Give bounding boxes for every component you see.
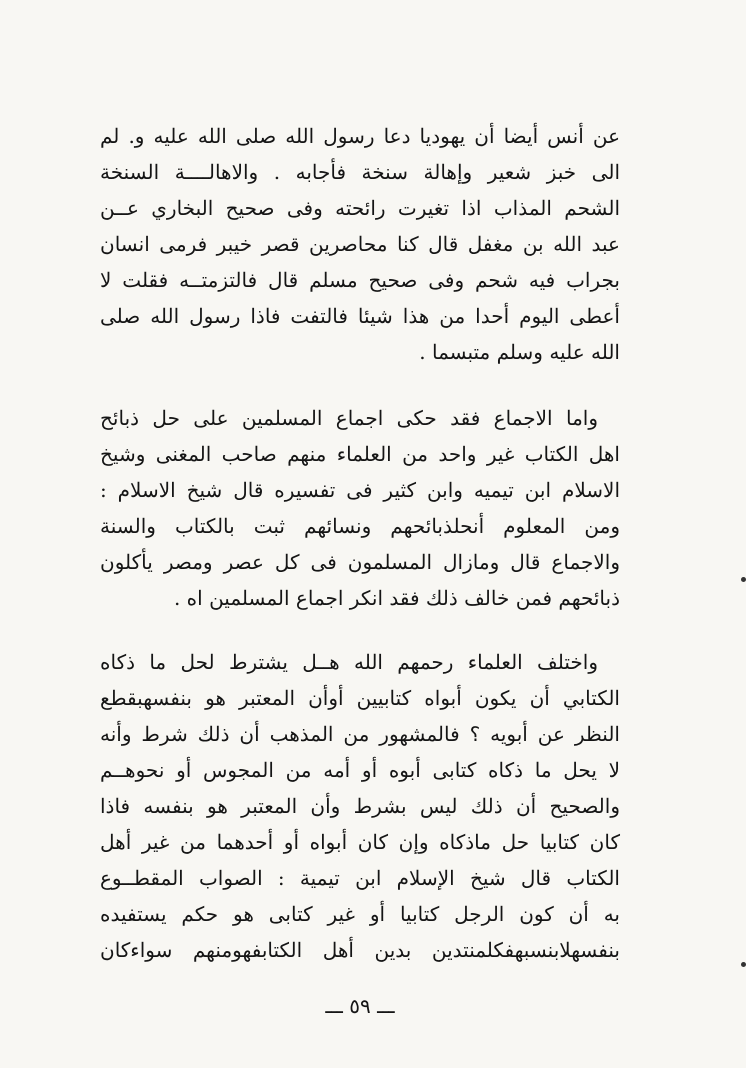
page-number: ـــ ٥٩ ـــ: [325, 994, 395, 1018]
margin-dot-mark: [741, 577, 746, 582]
text-line: أعطى اليوم أحدا من هذا شيئا فالتفت فاذا رسول الله صلى: [100, 304, 620, 328]
text-line: ومن المعلوم أنحلذبائحهم ونسائهم ثبت بالكتاب والسنة: [100, 514, 620, 538]
text-line: لا يحل ما ذكاه كتابى أبوه أو أمه من المجوس أو نحوهــم: [100, 758, 620, 782]
text-line: بجراب فيه شحم وفى صحيح مسلم قال فالتزمتــه فقلت لا: [100, 268, 620, 292]
text-line: واما الاجماع فقد حكى اجماع المسلمين على حل ذبائح: [100, 406, 598, 430]
text-line: به أن كون الرجل كتابيا أو غير كتابى هو حكم يستفيده: [100, 902, 620, 926]
margin-dot-mark: [741, 962, 746, 967]
text-line: بنفسهلابنسبهفكلمنتدين بدين أهل الكتابفهومنهم سواءكان: [100, 938, 620, 962]
text-line: اهل الكتاب غير واحد من العلماء منهم صاحب المغنى وشيخ: [100, 442, 620, 466]
text-line: عن أنس أيضا أن يهوديا دعا رسول الله صلى الله عليه و. لم: [100, 124, 620, 148]
text-line: والصحيح أن ذلك ليس بشرط وأن المعتبر هو بنفسه فاذا: [100, 794, 620, 818]
text-line: والاجماع قال ومازال المسلمون فى كل عصر ومصر يأكلون: [100, 550, 620, 574]
text-line: ذبائحهم فمن خالف ذلك فقد انكر اجماع المسلمين اه .: [173, 586, 620, 610]
text-line: الكتاب قال شيخ الإسلام ابن تيمية : الصواب المقطــوع: [100, 866, 620, 890]
text-line: النظر عن أبويه ؟ فالمشهور من المذهب أن ذلك شرط وأنه: [100, 722, 620, 746]
text-line: الله عليه وسلم متبسما .: [419, 340, 620, 364]
text-line: واختلف العلماء رحمهم الله هــل يشترط لحل ما ذكاه: [100, 650, 598, 674]
text-line: عبد الله بن مغفل قال كنا محاصرين قصر خيبر فرمى انسان: [100, 232, 620, 256]
text-line: الاسلام ابن تيميه وابن كثير فى تفسيره قال شيخ الاسلام :: [100, 478, 620, 502]
text-line: الشحم المذاب اذا تغيرت رائحته وفى صحيح البخاري عــن: [100, 196, 620, 220]
text-line: الى خبز شعير وإهالة سنخة فأجابه . والاهالــــة السنخة: [100, 160, 620, 184]
text-line: كان كتابيا حل ماذكاه وإن كان أبواه أو أحدهما من غير أهل: [100, 830, 620, 854]
text-line: الكتابي أن يكون أبواه كتابيين أوأن المعتبر هو بنفسهبقطع: [100, 686, 620, 710]
